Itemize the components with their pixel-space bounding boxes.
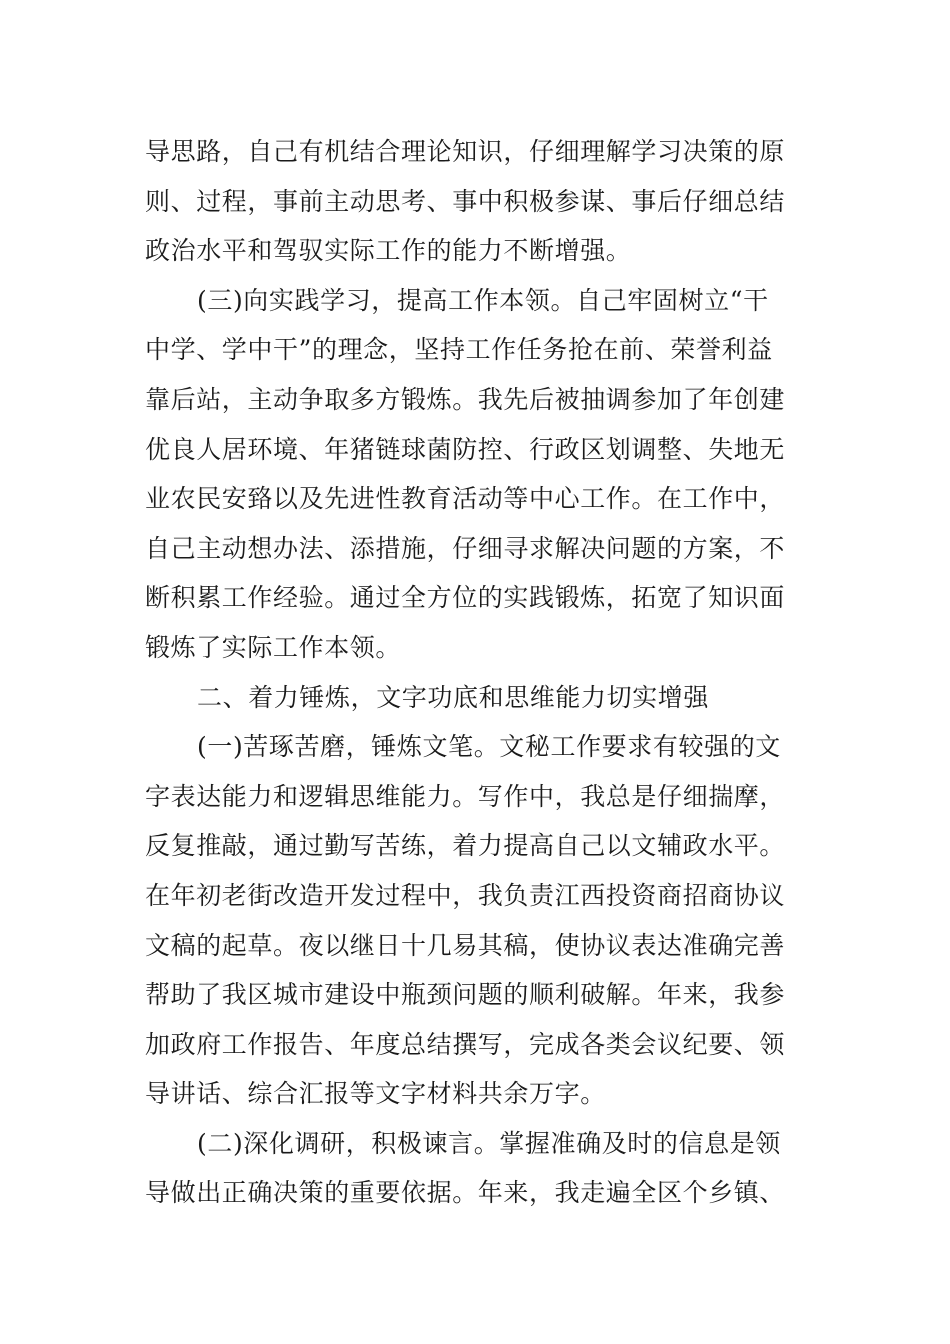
text-line: 二、着力锤炼，文字功底和思维能力切实增强 — [197, 682, 710, 712]
text-line: 加政府工作报告、年度总结撰写，完成各类会议纪要、领 — [145, 1029, 786, 1059]
text-line: (二)深化调研，积极谏言。掌握准确及时的信息是领 — [197, 1128, 781, 1158]
text-line: 优良人居环境、年猪链球菌防控、行政区划调整、失地无 — [145, 434, 786, 464]
text-line: 中学、学中干”的理念，坚持工作任务抢在前、荣誉利益 — [145, 335, 773, 365]
text-line: 文稿的起草。夜以继日十几易其稿，使协议表达准确完善 — [145, 930, 786, 960]
text-line: 锻炼了实际工作本领。 — [145, 632, 402, 662]
text-line: 导思路，自己有机结合理论知识，仔细理解学习决策的原 — [145, 137, 786, 166]
text-line: 政治水平和驾驭实际工作的能力不断增强。 — [145, 236, 632, 266]
text-line: 靠后站，主动争取多方锻炼。我先后被抽调参加了年创建 — [145, 384, 786, 414]
text-line: 导做出正确决策的重要依据。年来，我走遍全区个乡镇、 — [145, 1178, 786, 1208]
text-line: 断积累工作经验。通过全方位的实践锻炼，拓宽了知识面 — [145, 583, 786, 613]
text-line: 业农民安臵以及先进性教育活动等中心工作。在工作中， — [145, 484, 786, 514]
text-line: 字表达能力和逻辑思维能力。写作中，我总是仔细揣摩， — [145, 781, 786, 811]
text-line: 帮助了我区城市建设中瓶颈问题的顺利破解。年来，我参 — [145, 980, 786, 1010]
text-line: 导讲话、综合汇报等文字材料共余万字。 — [145, 1079, 606, 1109]
document-body — [145, 127, 810, 1218]
text-line: (三)向实践学习，提高工作本领。自己牢固树立“干 — [197, 285, 769, 315]
text-line: 在年初老街改造开发过程中，我负责江西投资商招商协议 — [145, 880, 786, 910]
text-line: 反复推敲，通过勤写苦练，着力提高自己以文辅政水平。 — [145, 831, 786, 861]
text-line: 自己主动想办法、添措施，仔细寻求解决问题的方案，不 — [145, 533, 786, 563]
text-line: (一)苦琢苦磨，锤炼文笔。文秘工作要求有较强的文 — [197, 732, 781, 762]
text-line: 则、过程，事前主动思考、事中积极参谋、事后仔细总结 — [145, 186, 786, 216]
